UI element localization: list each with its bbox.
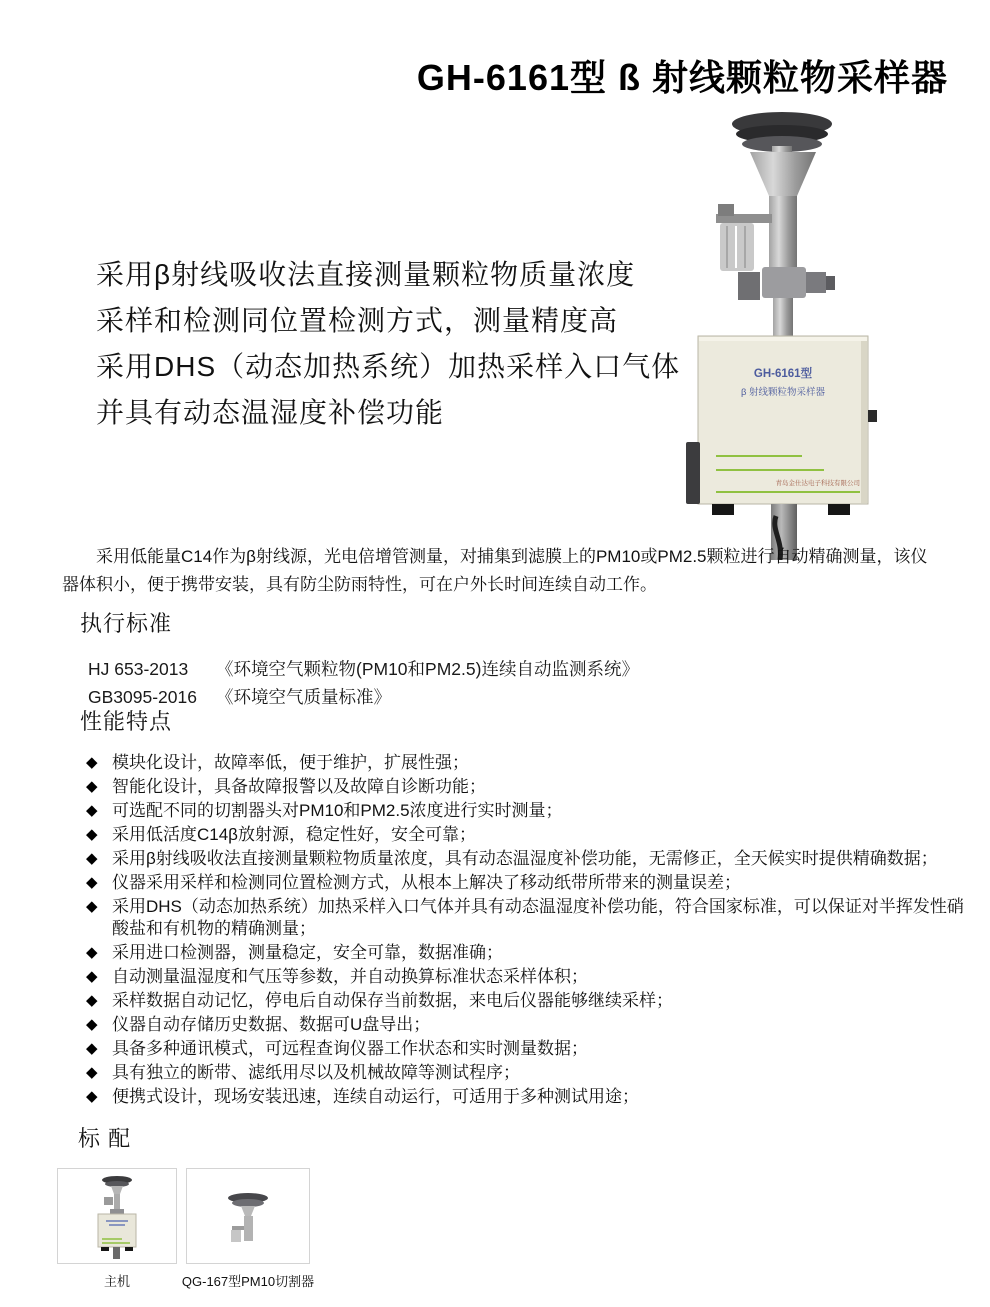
diamond-bullet-icon: ◆: [86, 754, 98, 771]
standard-name: 《环境空气质量标准》: [216, 687, 391, 707]
feature-text: 采用进口检测器，测量稳定，安全可靠，数据准确；: [112, 943, 503, 962]
feature-item: [86, 800, 980, 822]
intro-line: 并具有动态温湿度补偿功能: [96, 397, 445, 428]
intro-line: 采用DHS（动态加热系统）加热采样入口气体: [96, 351, 681, 382]
feature-text: 仪器自动存储历史数据、数据可U盘导出；: [112, 1015, 431, 1034]
feature-item: [86, 966, 980, 988]
feature-text: 智能化设计，具备故障报警以及故障自诊断功能；: [112, 777, 486, 796]
description-paragraph: 采用低能量C14作为β射线源，光电倍增管测量，对捕集到滤膜上的PM10或PM2.5颗粒进行自动精确测量，该仪器体积小，便于携带安装，具有防尘防雨特性，可在户外长时间连续自动工作。: [62, 547, 928, 594]
pm10-cutter-image: [187, 1169, 309, 1263]
diamond-bullet-icon: ◆: [86, 850, 98, 867]
box-label-model: GH-6161型: [753, 368, 813, 380]
valve-assembly-image: [738, 267, 835, 338]
diamond-bullet-icon: ◆: [86, 898, 98, 915]
main-unit-image: [58, 1169, 176, 1263]
diamond-bullet-icon: ◆: [86, 778, 98, 795]
diamond-bullet-icon: ◆: [86, 802, 98, 819]
thumbnail-pm10-cutter: [186, 1168, 310, 1264]
inlet-cap-image: [732, 112, 832, 154]
enclosure-box-image: [686, 336, 877, 515]
feature-item: [86, 990, 980, 1012]
caption-main-unit: 主机: [103, 1274, 130, 1289]
diamond-bullet-icon: ◆: [86, 826, 98, 843]
feature-text: 仪器采用采样和检测同位置检测方式，从根本上解决了移动纸带所带来的测量误差；: [112, 873, 741, 892]
standards-heading: 执行标准: [80, 611, 173, 636]
sensor-attachment-image: [716, 204, 772, 271]
config-section: [78, 1122, 131, 1153]
box-label-name: β 射线颗粒物采样器: [740, 387, 826, 398]
feature-text: 具有独立的断带、滤纸用尽以及机械故障等测试程序；: [112, 1063, 520, 1082]
feature-text: 自动测量温湿度和气压等参数，并自动换算标准状态采样体积；: [112, 967, 588, 986]
standard-name: 《环境空气颗粒物(PM10和PM2.5)连续自动监测系统》: [216, 659, 639, 679]
diamond-bullet-icon: ◆: [86, 1088, 98, 1105]
instrument-photo: [676, 104, 888, 560]
config-heading: 标 配: [78, 1126, 132, 1151]
diamond-bullet-icon: ◆: [86, 944, 98, 961]
feature-text: 便携式设计，现场安装迅速，连续自动运行，可适用于多种测试用途；: [112, 1087, 639, 1106]
feature-item: [86, 848, 980, 870]
feature-text: 可选配不同的切割器头对PM10和PM2.5浓度进行实时测量；: [112, 801, 563, 820]
feature-item: [86, 824, 980, 846]
diamond-bullet-icon: ◆: [86, 1040, 98, 1057]
box-label-company: 青岛金仕达电子科技有限公司: [775, 480, 860, 487]
feature-text: 具备多种通讯模式，可远程查询仪器工作状态和实时测量数据；: [112, 1039, 588, 1058]
feature-text: 采样数据自动记忆，停电后自动保存当前数据，来电后仪器能够继续采样；: [112, 991, 673, 1010]
diamond-bullet-icon: ◆: [86, 874, 98, 891]
box-latch-image: [686, 442, 700, 504]
standards-list: [88, 655, 639, 711]
feature-item: [86, 752, 980, 774]
box-knob-image: [868, 410, 877, 422]
feature-item: [86, 776, 980, 798]
feature-text: 采用DHS（动态加热系统）加热采样入口气体并具有动态温湿度补偿功能，符合国家标准，可以保证对半挥发性硝酸盐和有机物的精确测量；: [112, 897, 964, 938]
intro-text: [96, 252, 680, 436]
diamond-bullet-icon: ◆: [86, 1064, 98, 1081]
feature-item: [86, 896, 980, 940]
feature-text: 采用β射线吸收法直接测量颗粒物质量浓度，具有动态温湿度补偿功能，无需修正，全天候实时提供精确数据；: [112, 849, 938, 868]
intro-line: 采用β射线吸收法直接测量颗粒物质量浓度: [96, 259, 636, 290]
feature-item: [86, 1086, 980, 1108]
feature-item: [86, 942, 980, 964]
features-list: [86, 752, 980, 1108]
page-title: GH-6161型 ß 射线颗粒物采样器: [416, 57, 948, 98]
diamond-bullet-icon: ◆: [86, 1016, 98, 1033]
features-heading: 性能特点: [80, 709, 173, 734]
standard-code: HJ 653-2013: [88, 659, 189, 679]
feature-item: [86, 1038, 980, 1060]
diamond-bullet-icon: ◆: [86, 992, 98, 1009]
feature-item: [86, 1014, 980, 1036]
feature-text: 模块化设计，故障率低，便于维护，扩展性强；: [112, 753, 469, 772]
thumbnail-main-unit: [57, 1168, 177, 1264]
standard-code: GB3095-2016: [88, 687, 197, 707]
feature-item: [86, 1062, 980, 1084]
standards-section: [80, 607, 639, 711]
feature-text: 采用低活度C14β放射源，稳定性好，安全可靠；: [112, 825, 476, 844]
features-section: [80, 705, 980, 1110]
diamond-bullet-icon: ◆: [86, 968, 98, 985]
caption-pm10-cutter: QG-167型PM10切割器: [181, 1274, 315, 1289]
standard-row: [88, 655, 639, 683]
feature-item: [86, 872, 980, 894]
intro-line: 采样和检测同位置检测方式，测量精度高: [96, 305, 619, 336]
